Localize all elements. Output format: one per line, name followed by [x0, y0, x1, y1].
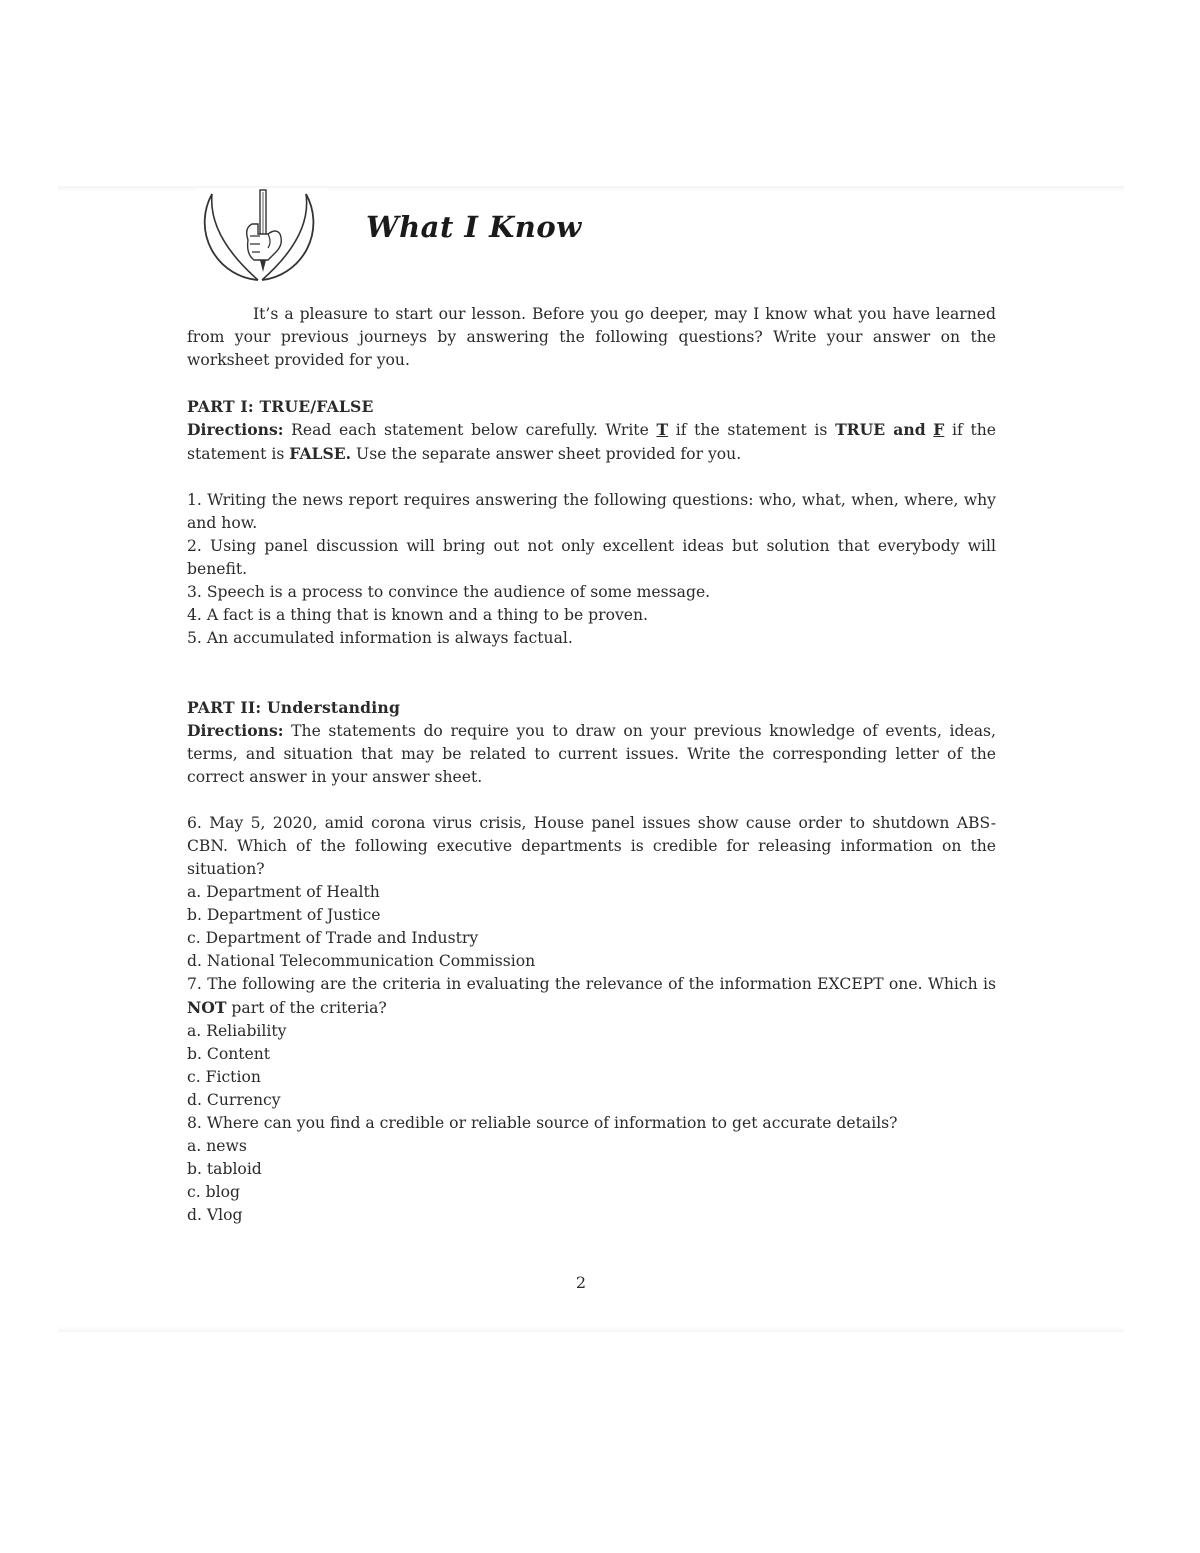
- spacer: [187, 372, 996, 395]
- part-2-section: [187, 696, 996, 1227]
- page-number: 2: [575, 1273, 587, 1292]
- question-item: 5. An accumulated information is always factual.: [187, 629, 573, 647]
- true-letter: T: [656, 420, 669, 439]
- choice-item: d. National Telecommunication Commission: [187, 952, 536, 970]
- not-emphasis: NOT: [187, 998, 227, 1017]
- lesson-content: [187, 303, 996, 1227]
- question-7: [187, 973, 996, 1112]
- choice-list: [187, 1020, 996, 1112]
- question-stem: 6. May 5, 2020, amid corona virus crisis, House panel issues show cause order to shutdown ABS-CBN. Which of the following executive departments is credible for releasing information on the situation?: [187, 814, 996, 878]
- choice-item: c. blog: [187, 1183, 240, 1201]
- directions-label: Directions:: [187, 420, 284, 439]
- question-item: 4. A fact is a thing that is known and a thing to be proven.: [187, 606, 649, 624]
- directions-label: Directions:: [187, 721, 284, 740]
- part-1-directions: [187, 418, 996, 466]
- false-letter: F: [933, 420, 945, 439]
- directions-text: if the statement is: [668, 421, 836, 439]
- intro-paragraph: It’s a pleasure to start our lesson. Before you go deeper, may I know what you have learned from your previous journeys by answering the following questions? Write your answer on the worksheet provided for you.: [187, 305, 996, 369]
- question-item: 1. Writing the news report requires answering the following questions: who, what, when, where, why and how.: [187, 491, 996, 532]
- hand-holding-pencil-icon: [196, 188, 328, 284]
- part-1-heading: PART I: TRUE/FALSE: [187, 397, 374, 416]
- true-false-list: [187, 489, 996, 650]
- section-header: [196, 188, 996, 288]
- choice-item: a. Department of Health: [187, 883, 380, 901]
- spacer: [187, 789, 996, 812]
- directions-text: Read each statement below carefully. Write: [283, 421, 657, 439]
- directions-text: Use the separate answer sheet provided for you.: [351, 445, 742, 463]
- true-word: TRUE and: [835, 420, 926, 439]
- choice-item: a. news: [187, 1137, 247, 1155]
- stem-text: part of the criteria?: [226, 999, 387, 1017]
- false-word: FALSE.: [289, 444, 352, 463]
- choice-item: b. Department of Justice: [187, 906, 381, 924]
- part-2-heading: PART II: Understanding: [187, 698, 401, 717]
- choice-item: c. Department of Trade and Industry: [187, 929, 479, 947]
- choice-list: [187, 1135, 996, 1227]
- choice-item: b. Content: [187, 1045, 271, 1063]
- choice-list: [187, 881, 996, 973]
- spacer: [187, 466, 996, 489]
- page-bottom-shadow: [58, 1326, 1124, 1332]
- choice-item: b. tabloid: [187, 1160, 262, 1178]
- choice-item: a. Reliability: [187, 1022, 287, 1040]
- question-item: 2. Using panel discussion will bring out not only excellent ideas but solution that everybody will benefit.: [187, 537, 996, 578]
- directions-text: if the statement is: [187, 421, 996, 463]
- choice-item: c. Fiction: [187, 1068, 261, 1086]
- part-2-directions: [187, 719, 996, 789]
- choice-item: d. Vlog: [187, 1206, 243, 1224]
- question-stem: [187, 973, 996, 1020]
- question-6: [187, 812, 996, 973]
- question-8: [187, 1112, 996, 1227]
- part-1-section: [187, 395, 996, 650]
- directions-text: The statements do require you to draw on your previous knowledge of events, ideas, terms, and situation that may be related to current issues. Write the corresponding letter of the correct answer in your answer sheet.: [187, 722, 996, 786]
- choice-item: d. Currency: [187, 1091, 281, 1109]
- question-item: 3. Speech is a process to convince the audience of some message.: [187, 583, 711, 601]
- page-title: What I Know: [366, 210, 582, 244]
- spacer: [187, 650, 996, 696]
- stem-text: 7. The following are the criteria in evaluating the relevance of the information EXCEPT one. Which is: [187, 975, 996, 993]
- question-stem: 8. Where can you find a credible or reliable source of information to get accurate details?: [187, 1114, 898, 1132]
